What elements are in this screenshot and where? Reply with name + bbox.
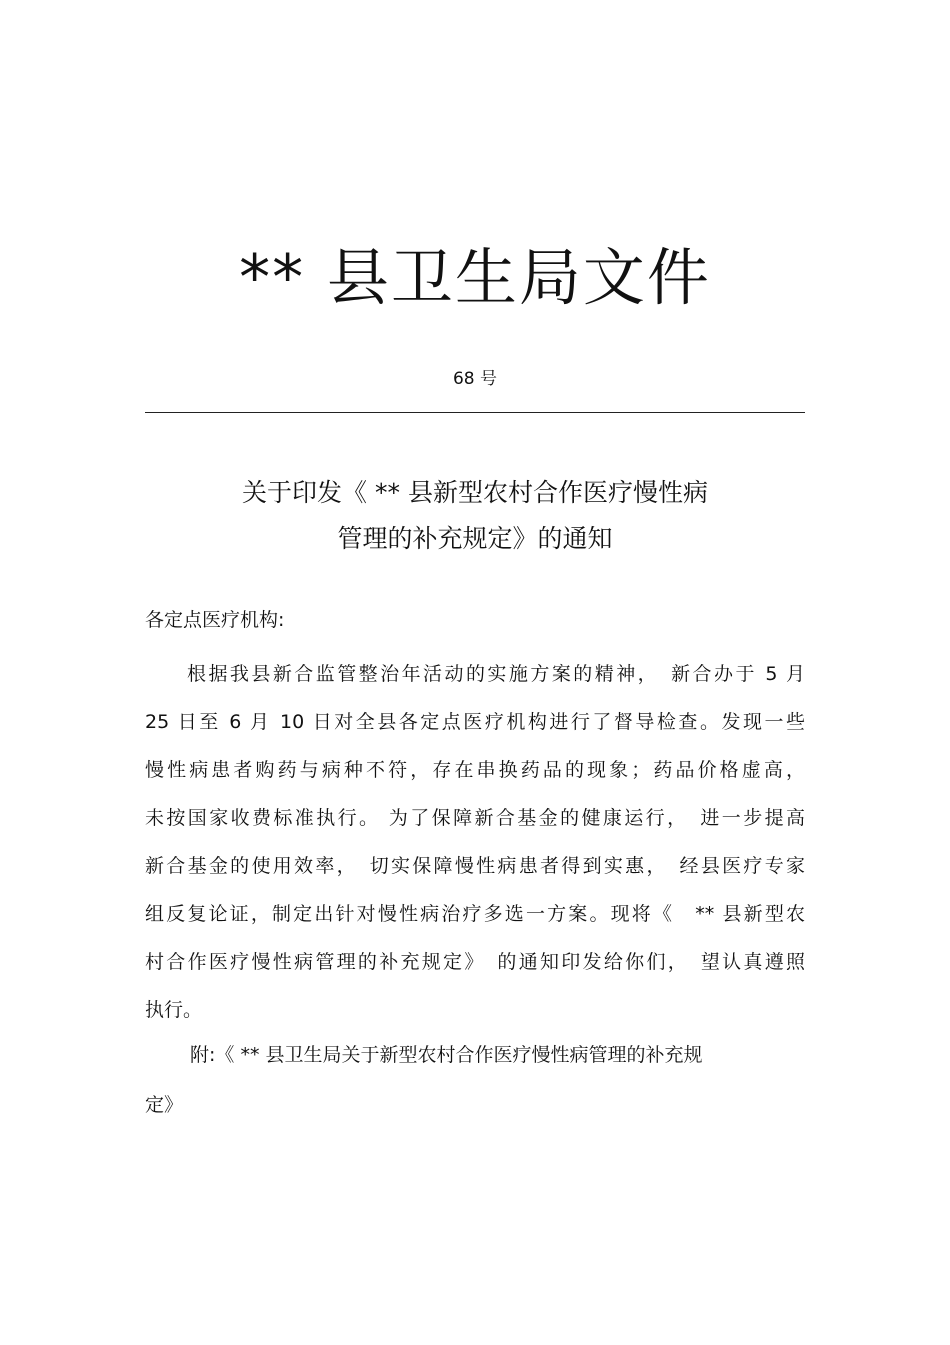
- body-line: 未按国家收费标准执行。 为了保障新合基金的健康运行， 进一步提高: [145, 807, 805, 829]
- document-number: 68 号: [452, 369, 498, 389]
- body-paragraph: [145, 650, 805, 1034]
- body-line: 25 日至 6 月 10 日对全县各定点医疗机构进行了督导检查。发现一些: [145, 711, 805, 733]
- body-line: 执行。: [145, 999, 203, 1021]
- document-header-title: ** 县卫生局文件: [239, 241, 711, 314]
- salutation: 各定点医疗机构:: [145, 609, 285, 631]
- body-line: 新合基金的使用效率， 切实保障慢性病患者得到实惠， 经县医疗专家: [145, 855, 805, 877]
- notice-title-line: 管理的补充规定》的通知: [337, 524, 613, 553]
- attachment-line: 附:《 ** 县卫生局关于新型农村合作医疗慢性病管理的补充规: [190, 1044, 703, 1066]
- body-line: 村合作医疗慢性病管理的补充规定》 的通知印发给你们， 望认真遵照: [145, 951, 805, 973]
- attachment-note: [145, 1030, 805, 1130]
- body-line: 组反复论证，制定出针对慢性病治疗多选一方案。现将《 ** 县新型农: [145, 903, 805, 925]
- header-divider: [145, 412, 805, 413]
- notice-title-line: 关于印发《 ** 县新型农村合作医疗慢性病: [242, 478, 708, 507]
- body-line: 慢性病患者购药与病种不符，存在串换药品的现象；药品价格虚高，: [145, 759, 805, 781]
- attachment-line: 定》: [145, 1094, 184, 1116]
- body-line: 根据我县新合监管整治年活动的实施方案的精神， 新合办于 5 月: [187, 663, 805, 685]
- notice-title: [0, 470, 950, 562]
